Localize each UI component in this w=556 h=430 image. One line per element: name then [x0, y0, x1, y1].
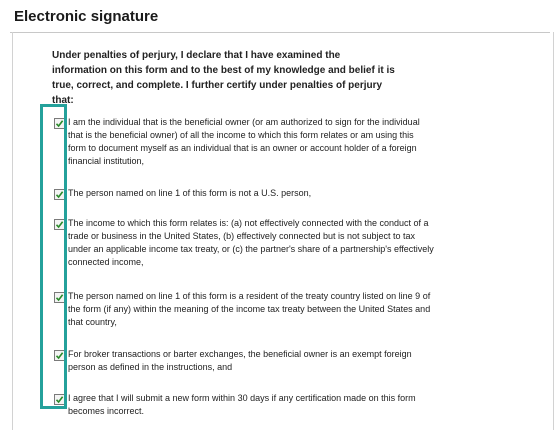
certification-text: The income to which this form relates is: (a) not effectively connected with the conduct of a trade or business in the United States, (b) effectively connected but is not subject to tax under an applicable income tax treaty, or (c) the partner's share of a partnership's effectively connected income, [68, 218, 434, 267]
certification-text: For broker transactions or barter exchanges, the beneficial owner is an exempt foreign person as defined in the instructions, and [68, 349, 412, 372]
certification-text: I am the individual that is the beneficial owner (or am authorized to sign for the individual that is the beneficial owner) of all the income to which this form relates or am using this form to document myself as an individual that is an owner or account holder of a foreign financial institution, [68, 117, 420, 166]
certification-text: The person named on line 1 of this form is a resident of the treaty country listed on line 9 of the form (if any) within the meaning of the income tax treaty between the United States and that country, [68, 291, 431, 327]
perjury-statement: Under penalties of perjury, I declare that I have examined the information on this form and to the best of my knowledge and belief it is true, correct, and complete. I further certify under penalties of perjury that: [52, 50, 395, 106]
checkbox-highlight-box [40, 104, 67, 409]
page-title: Electronic signature [14, 8, 159, 25]
certification-text: The person named on line 1 of this form is not a U.S. person, [68, 188, 312, 198]
certification-text: I agree that I will submit a new form within 30 days if any certification made on this form becomes incorrect. [68, 393, 416, 416]
